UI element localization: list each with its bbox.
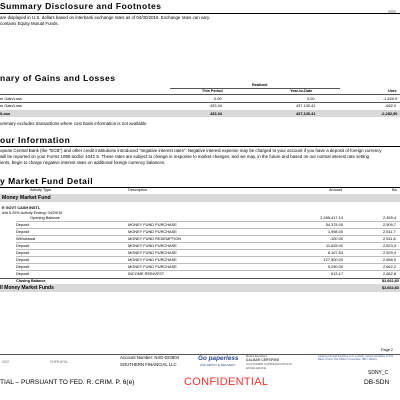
mmf-activity-amount: 613.17 — [331, 271, 343, 276]
mmf-activity-amount: 11,625.00 — [325, 243, 343, 248]
mmf-subheader-shade — [0, 194, 400, 202]
mmf-detail-title: y Market Fund Detail — [0, 176, 94, 186]
closing-rule — [0, 278, 400, 279]
mmf-activity-desc: INCOME REINVEST — [128, 271, 165, 276]
row-divider — [16, 228, 400, 229]
mmf-subheader: Money Market Fund — [2, 195, 51, 201]
realized-rule — [170, 88, 340, 89]
footer-left-small: VICE — [2, 360, 10, 364]
mmf-activity-balance: 2,511,7 — [383, 229, 396, 234]
gains-row-this-period: 433.34 — [210, 103, 222, 108]
mmf-activity-row — [0, 271, 400, 277]
page-number: Page 2 — [381, 348, 394, 352]
mmf-activity-balance: 2,455,4 — [383, 215, 396, 220]
col-balance: Ba — [392, 188, 397, 192]
gains-row-unrealized: -1,620,9 — [383, 96, 398, 101]
section-rule — [0, 146, 400, 147]
closing-balance-value: $2,662,83 — [382, 279, 399, 283]
disclosure-line-1: are displayed in U.S. dollars based on interbank exchange rates as of 04/30/2016. Exchange rates can vary. — [0, 15, 211, 20]
col-amount: Amount — [329, 188, 343, 192]
closing-balance-label: Closing Balance — [16, 279, 46, 283]
disclosure-line-2: contains Equity Mutual Funds. — [0, 21, 59, 26]
gains-row-ytd: 0.00 — [307, 96, 315, 101]
mmf-activity-desc: MONEY FUND PURCHASE — [128, 229, 177, 234]
gains-total-row — [0, 111, 400, 117]
mmf-activity-type: Deposit — [16, 250, 30, 255]
col-description: Description — [128, 188, 147, 192]
dalbar-award-line4: EXCELLENCE — [246, 366, 266, 370]
gains-total-label: /Loss — [0, 111, 11, 116]
row-divider — [16, 256, 400, 257]
row-divider — [16, 242, 400, 243]
mmf-activity-desc: MONEY FUND PURCHASE — [128, 250, 177, 255]
row-divider — [16, 263, 400, 264]
confidential-left: TIAL – PURSUANT TO FED. R. CRIM. P. 6(e) — [0, 379, 135, 386]
mmf-activity-type: Deposit — [16, 222, 30, 227]
col-this-period: This Period — [202, 89, 223, 93]
mmf-activity-amount: 54,375.00 — [325, 222, 343, 227]
gains-row — [0, 103, 400, 109]
row-divider — [16, 221, 400, 222]
col-ytd: Year-to-Date — [290, 89, 313, 93]
footer-left-small-2: CHER HOLL — [50, 360, 69, 364]
mmf-activity-desc: MONEY FUND PURCHASE — [128, 257, 177, 262]
confidential-stamp: CONFIDENTIAL — [184, 376, 269, 388]
gains-total-this-period: 433.34 — [210, 111, 222, 116]
mmf-activity-amount: 2,455,417.14 — [320, 215, 343, 220]
row-divider — [16, 270, 400, 271]
mmf-activity-type: Opening Balance — [30, 215, 60, 220]
mmf-activity-balance: 2,529,4 — [383, 250, 396, 255]
col-activity-type: Activity Type — [30, 188, 52, 192]
mmf-activity-amount: 5,290.00 — [327, 264, 343, 269]
section-rule — [0, 13, 400, 14]
mmf-activity-balance: 2,662,8 — [383, 271, 396, 276]
row-divider — [16, 249, 400, 250]
doc-id-1: SDNY_C — [368, 370, 389, 376]
fund-name: E GOVT CASH INSTL — [2, 206, 41, 210]
mmf-total-shade — [0, 284, 400, 292]
realized-group-header: Realized — [252, 83, 268, 87]
gains-row-label: m Gain/Loss — [0, 103, 22, 108]
gains-footnote: ummary excludes transactions where cost basis information is not available. — [0, 121, 148, 126]
col-unrealized: Unre — [388, 89, 397, 93]
gains-row-unrealized: -662,0 — [385, 103, 397, 108]
info-line-1: opean Central Bank (the "ECB") and other credit institutions introduced "negative interest rates". Negative interest expense may be charged to your account if you have a deposit of foreign currency — [0, 148, 382, 153]
mmf-activity-balance: 2,662,2 — [383, 264, 396, 269]
mmf-activity-type: Deposit — [16, 243, 30, 248]
mmf-activity-type: Deposit — [16, 257, 30, 262]
dalbar-award-line2: DALBAR CERTIFIED — [246, 358, 280, 362]
mmf-activity-balance: 2,523,3 — [383, 243, 396, 248]
gains-header-rule — [0, 94, 400, 95]
your-information-title: our Information — [0, 135, 71, 145]
mmf-activity-type: Deposit — [16, 264, 30, 269]
mmf-activity-balance: 2,509,7 — [383, 222, 396, 227]
company-name: SOUTHERN FINANCIAL LLC — [120, 362, 177, 367]
info-line-2: will be reported on your Forms 1099 and/or 1042 S. These rates are subject to change in response to market changes, and we may, in the future and based on our normal interest rate setting — [0, 154, 370, 159]
mmf-activity-desc: MONEY FUND PURCHASE — [128, 243, 177, 248]
go-paperless-sub: ASK ABOUT E-DELIVERY — [200, 363, 236, 367]
doc-id-2: DB-SDN — [364, 379, 390, 386]
gains-total-ytd: 437,130.41 — [296, 111, 316, 116]
mmf-activity-desc: MONEY FUND PURCHASE — [128, 222, 177, 227]
go-paperless-logo: Go paperless — [198, 355, 239, 362]
dalbar-award-line3: CUSTOMER COMMUNICATIONS — [246, 362, 292, 366]
mmf-activity-amount: -100.00 — [329, 236, 343, 241]
dalbar-award-line1: Rated Excellent — [246, 354, 268, 358]
mmf-activity-type: Withdrawal — [16, 236, 36, 241]
mmf-activity-desc: MONEY FUND REDEMPTION — [128, 236, 182, 241]
mmf-activity-balance: 2,511,6 — [383, 236, 396, 241]
gains-total-unrealized: -2,282,90 — [381, 111, 398, 116]
mmf-activity-type: Deposit — [16, 271, 30, 276]
info-line-3: ients, begin to charge negative interest rates on additional foreign currency balances. — [0, 160, 166, 165]
gains-row-label: m Gain/Loss — [0, 96, 22, 101]
mmf-activity-amount: 127,500.00 — [323, 257, 343, 262]
account-number: Account Number: N4G-023804 — [120, 355, 179, 360]
row-divider — [16, 235, 400, 236]
summary-disclosure-title: Summary Disclosure and Footnotes — [0, 1, 162, 11]
gains-row-this-period: 0.00 — [214, 96, 222, 101]
fund-rate: ield 0.29% Activity Ending: 04/29/16 — [2, 211, 63, 215]
mmf-activity-balance: 2,656,9 — [383, 257, 396, 262]
gains-losses-title: nary of Gains and Losses — [0, 73, 116, 83]
mmf-total-value: $2,662,83 — [382, 286, 399, 290]
mmf-activity-type: Deposit — [16, 229, 30, 234]
mmf-total-label: ll Money Market Funds — [0, 285, 54, 291]
mmf-activity-desc: MONEY FUND PURCHASE — [128, 264, 177, 269]
clearing-note: Clearing through Pershing LLC, a wholly owned subsidiary of The Bank of New York Mellon Corporation (BNY Mellon) — [318, 355, 394, 361]
mmf-activity-amount: 6,107.83 — [327, 250, 343, 255]
mmf-activity-amount: 1,998.00 — [327, 229, 343, 234]
gains-row-ytd: 437,130.41 — [296, 103, 316, 108]
